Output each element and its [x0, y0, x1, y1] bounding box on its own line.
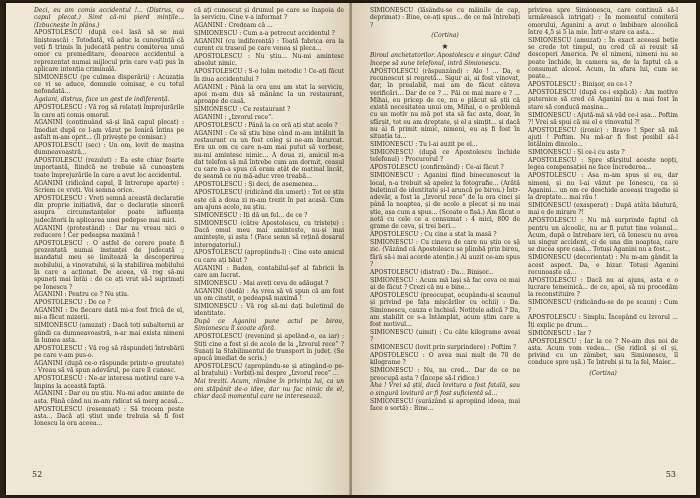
- paragraph: APOSTOLESCU : Nu mă surprinde faptul că pentru un alcoolic, nu ar fi putut ține volanul... Acum, după o întrebare ieri, că Ionescu nu avea un singur accident, ci de una din noaptea, care se ducea spre casă... Totuși Aganini nu a fost...: [528, 217, 678, 254]
- paragraph: SIMIONESCU : Și ce-i cu asta ?: [528, 149, 625, 157]
- paragraph: SIMIONESCU (după ce Apostolescu închide telefonul) : Procurorul ?: [370, 149, 520, 164]
- paragraph: SIMIONESCU (decorientat) : Nu m-am gândit la acest aspect. Da, e bizar. Totuși Aganini recunoaște că...: [528, 254, 678, 276]
- paragraph: SIMIONESCU : Iți dă un fel... de ce ?: [194, 211, 308, 219]
- paragraph: APOSTOLESCU (revenind și apelând-o, ea iar) : Știți cine a fost și de acolo de la „Izvorul rece” ? Sunați la Stabilimentul de transport în județ. (Se apucă imediat de scris.): [194, 333, 344, 363]
- paragraph: SIMIONESCU : Nu, nu cred... Dar de ce ne preocupă asta ? (Începe să-l ridice.): [370, 367, 520, 382]
- paragraph: SIMIONESCU : Tu l-ai auzit pe el...: [370, 141, 478, 149]
- paragraph: SIMIONESCU (uimit) : Cu câte kilograme aveai ?: [370, 329, 520, 344]
- section-star: ★: [441, 42, 449, 52]
- paragraph: AGANINI : „Izvorul rece”.: [194, 113, 274, 121]
- paragraph: APOSTOLESCU (resemnat) : Să trecem peste asta... Dacă ați știut unde trebuia să fi fost Ionescu la ora aceea...: [34, 405, 184, 428]
- page-number-right: 53: [665, 470, 676, 479]
- paragraph: SIMIONESCU (către Apostolescu, cu tristețe) : Dacă omul meu mai amintește, nu-și mai amintește, și asta ! (Face semn să rețină dosarul interogatoriul.): [194, 219, 344, 249]
- book-spread: [6, 3, 696, 495]
- paragraph: APOSTOLESCU (după ce-i explică) : Am motive puternice să cred că Aganini nu a mai fost în stare să conducă mașina...: [528, 89, 678, 111]
- left-page-column-2: [194, 7, 344, 445]
- paragraph: AGANINI (dedă) : Aș vrea să vă spun că am fost un om cinstit, o pedeapsă maximă !: [194, 287, 344, 302]
- paragraph: APOSTOLESCU : Asa m-am spus și eu, dar nimeni, și nu l-ai văzut pe Ionescu, ca și Aganini... un om ce deschide aceeași tragedie și la dreptate... mai rău !: [528, 172, 678, 202]
- paragraph: SIMIONESCU : Ce restaurant ?: [194, 106, 291, 114]
- paragraph: AGANINI (protestând) : Dar nu vreau nici o reducere ! Cer pedeapsa maximă !: [34, 224, 184, 239]
- paragraph: APOSTOLESCU : Până la ce oră ați stat acolo ?: [194, 121, 338, 129]
- paragraph: SIMIONESCU (lăsându-se cu mâinile de cap, deprimat) : Bine, ce-ați spus... de ce mă întrebați ?: [370, 7, 520, 29]
- left-page: [6, 3, 350, 495]
- paragraph: APOSTOLESCU (după ce-l lasă să se mai liniștească) : Totodată, vă aduc la cunoștință că veți fi trimis în judecată pentru comiterea unui omor cu premeditare, deoarece accidentul a reprezentat numai mijlocul prin care v-ați pus în aplicare intenția criminală.: [34, 29, 184, 73]
- paragraph: AGANINI : Credeam că ...: [194, 22, 273, 30]
- paragraph: APOSTOLESCU : Iar la ce ? Ne-am dus noi de asta. Acum vom vedea... (Se ridică și el și, privind cu un zâmbet, sau Simionescu, îl conduce spre ușă.) Te întrebi și tu la fel, Maier...: [528, 337, 678, 367]
- paragraph: APOSTOLESCU (ridicând din umeri) : Tot ce știu este că a doua zi m-am trezit în pat acasă. Cum am ajuns acolo, nu știu.: [194, 189, 344, 211]
- paragraph: APOSTOLESCU : Și deci, de asemenea...: [194, 181, 319, 189]
- paragraph: AGANINI : Pentru ce ? Nu știu.: [34, 291, 129, 299]
- paragraph: SIMIONESCU : Cum a-a petrecut accidentul ?: [194, 30, 335, 38]
- paragraph: Mai treziți. Acum, rămâne în privința lui, ca un om stăpânit de-o idee, dar nu fac nimic de el, chiar dacă momentul care ne interesează.: [194, 378, 344, 400]
- paragraph: SIMIONESCU : Aganini fiind binecunoscut la local, n-a trebuit să apelez la fotografie... (Arătă buletinul de identitate și-l aruncă pe birou.) Într-adevăr, a fost la „Izvorul rece” de la ora cinci și până la noaptea, și de acolo a plecat și nu mai știe, așa cum a spus... (Scoate o fișă.) Am făcut o notă cu cele ce a consumat : 4 mici, 800 de grame de ceva, și trei beri...: [370, 172, 520, 231]
- paragraph: APOSTOLESCU : Dacă nu ai ajuns, asta e o lucrare temeinică... de ce, apoi, să nu procedăm la reconstituire ?: [528, 276, 678, 299]
- paragraph: APOSTOLESCU : Vă rog să relatați împrejurările în care ați comis omorul.: [34, 104, 184, 119]
- paragraph: APOSTOLESCU (sec) : Un om, lovit de mașina dumneavoastră...: [34, 141, 184, 157]
- paragraph: APOSTOLESCU (răspunzând) : Alo ! ... Da, e recunoscut și regretă... Sigur ai, ai fost vinovat, dar, în prealabil, mai am de făcut câteva verificări... Dar de ce ? ... Păi ce mai mare e ? ... Mihai, eu pricep de ce, nu e plăcut să știi că există necesitatea unui om, Mihai, e o problemă cu un motiv nu mă pot sta să fac asta, doar, în sfârșit, tot eu am dreptate, și el a simțit... și dacă nu ai fi primit nimic, nimeni, eu aș fi fost în situația ta...: [370, 67, 520, 141]
- paragraph: APOSTOLESCU : Cu cine a stat la masă ?: [370, 231, 497, 239]
- paragraph: AGANINI (după ce-o răspunde printr-o greutate) : Vreau să vă spun adevărul, pe care îl cunosc.: [34, 360, 184, 375]
- paragraph: APOSTOLESCU : Vreți semnă această declarație din proprie inițiativă, dar o declarație sinceră asupra circumstanțelor poate influența judecătorii în aplicarea unei pedepse mai mici.: [34, 194, 184, 224]
- paragraph: Deci, eu am comis accidentul !... (Distrus, cu capul plecat.) Simt că-mi pierd mințile... (Izbucnește în plâns.): [34, 7, 184, 29]
- paragraph: APOSTOLESCU : O astfel de cerere poate fi prezentată numai instanței de judecată ; mandatul meu se limitează la descoperirea mobilului, a vinovatului, și la stabilirea mobilului în care a acționat. De aceea, vă rog să-mi spuneți mai întâi : de ce ați vrut să-l suprimați pe Ionescu ?: [34, 239, 184, 291]
- paragraph: APOSTOLESCU (apropiindu-se și atingând-o pe-al brațului) : Vorbiți-mi despre „Izvorul rece” ...: [194, 363, 344, 378]
- paragraph: SIMIONESCU : Cu cineva de care nu știu ce să zic. (Văzând că Apostolescu se plimbă prin birou, fără să-i mai acorde atenție.) Ai auzit ce-am spus ?: [370, 239, 520, 268]
- paragraph: APOSTOLESCU (distrat) : Da... Binișor...: [370, 268, 494, 276]
- paragraph: APOSTOLESCU : S-o luăm metodic ! Ce-ați făcut în ziua accidentului ?: [194, 68, 344, 83]
- paragraph: Biroul anchetatorilor. Apostolescu e singur. Când începe să sune telefonul, intră Simionescu.: [370, 52, 520, 67]
- paragraph: APOSTOLESCU : Vă rog să răspundeți întrebării pe care v-am pus-o.: [34, 344, 184, 360]
- stage-direction-curtain: (Cortina): [431, 31, 459, 39]
- paragraph: AGANINI : Ce să știu bine când m-am intâlnit în restaurant cu un fost coleg și ne-am încurcat. Era un om cu care n-am mai putut să vorbesc, nu-mi amintesc nimic... A doua zi, amicul m-a dat telefon să mă întrebe cum am dormit, ceasul cu care m-a spus că eram atât de matinal încât, de seamă ce nu mă-aduc vreo treabă...: [194, 129, 344, 181]
- paragraph: APOSTOLESCU (apropiindu-l) : Cine este amicul cu care ați băut ?: [194, 249, 344, 264]
- page-number-left: 52: [32, 470, 43, 479]
- paragraph: APOSTOLESCU : Nu știu... Nu-mi amintesc absolut nimic.: [194, 53, 344, 68]
- paragraph: SIMIONESCU : Ajută-mă să văd ce-i așa... Poftim ?! Vrei să spui că nu el e vinovatul ?!: [528, 111, 678, 126]
- paragraph: SIMIONESCU (lovit prin surprindere) : Poftim ?: [370, 344, 517, 352]
- paragraph: AGANINI : Dar eu nu știu. Nu-mi aduc aminte de asta. Până când nu m-am ridicat să merg acasă...: [34, 390, 184, 405]
- paragraph: SIMIONESCU (ridicându-se de pe scaun) : Cum ?: [528, 299, 678, 314]
- paragraph: SIMIONESCU (amuzat) : În exact aceeași beție se crede tot timpul, nu cred că ai reușit să descoperi America. Pe el nimeni, nimeni nu se poate închide, în camera sa, de la faptul că a consumat alcool. Acum, în afara lui, cum se poate...: [528, 36, 678, 81]
- paragraph: AGANINI (ridicând capul, îl întrerupe aparte) : Scriem ce vreți. Voi semna orice.: [34, 179, 184, 194]
- paragraph: AGANINI : Până la ora unu am stat la serviciu, apoi m-am dus să mănânc la un restaurant, aproape de casă.: [194, 83, 344, 106]
- paragraph: Aha ! Vrei să știi, dacă lovitura a fost fatală, sau o singură lovitură ar fi fost suficientă să...: [370, 382, 520, 397]
- paragraph: că ați cunoscut și drumul pe care se înapoia de la serviciu. Cine v-a informat ?: [194, 7, 344, 22]
- right-page-column-1: [370, 7, 520, 445]
- paragraph: SIMIONESCU : Mai aveți ceva de adăugat ?: [194, 279, 329, 287]
- paragraph: APOSTOLESCU : Spre sfârșitul aceste nopți, legea compensației ne face încrederea...: [528, 157, 678, 172]
- paragraph: AGANINI : De fiecare dată mi-a fost frică de el, mi-a făcut mizerii.: [34, 307, 184, 322]
- right-page-column-2: [528, 7, 678, 445]
- stage-direction-curtain: (Cortina): [589, 369, 617, 377]
- paragraph: APOSTOLESCU : O avea mai mult de 70 de kilograme ?: [370, 352, 520, 367]
- paragraph: Agaiani, distrus, face un gest de indiferență.: [34, 96, 170, 104]
- paragraph: AGANINI : Baden, contabilul-șef al fabricii în care am lucrat.: [194, 264, 344, 279]
- paragraph: După ce Aganini pune actul pe birou, Simionescu îl scoate afară.: [194, 318, 344, 333]
- paragraph: SIMIONESCU : Vă rog să-mi dați buletinul de identitate.: [194, 302, 344, 318]
- paragraph: APOSTOLESCU : De ce ?: [34, 299, 111, 307]
- paragraph: AGANINI (cu indiferență) : Toată fabrica era la curent cu traseul pe care venea și pleca...: [194, 37, 344, 53]
- paragraph: SIMIONESCU (pe culmea disperării) : Acuzația ce vi se aduce, domnule comisar, e cu totul nefondată...: [34, 73, 184, 96]
- paragraph: SIMIONESCU : Acum mă lași să fac ceva ce mai ai de făcut ? Crezi că nu e bine...: [370, 276, 520, 292]
- paragraph: SIMIONESCU : Iar ?: [528, 329, 592, 337]
- right-page: [352, 3, 696, 495]
- paragraph: APOSTOLESCU : Ne-ar interesa motivul care v-a împins la această faptă.: [34, 375, 184, 390]
- paragraph: APOSTOLESCU (preocupat, ocupându-și scaunul și privind pe fața mișcărilor cu ochii) : Da. Simionescu, cauza e închisă. Notițele adică ? Da, am stabilit ce s-a întâmplat, acum știm care a fost motivul...: [370, 291, 520, 329]
- paragraph: SIMIONESCU (exasperat) : După atâta băutură, mai e de mirare ?!: [528, 202, 678, 217]
- paragraph: SIMIONESCU (surâzând și apropiind ideea, mai face o sortă) : Bine...: [370, 397, 520, 412]
- left-page-column-1: [34, 7, 184, 445]
- paragraph: AGANINI (continuând să-și lină capul plecat) : Imediat după ce l-am văzut pe Ionică întins pe asfalt m-am oprit... (Îl privește pe comisar.): [34, 119, 184, 142]
- paragraph: APOSTOLESCU : Binișor, ea ce-i ?: [528, 81, 633, 89]
- paragraph: APOSTOLESCU (confirmând) : Ce-ai făcut ?: [370, 164, 504, 172]
- paragraph: APOSTOLESCU : Simplu. Începând cu Izvorul ... Îți explic pe drum...: [528, 314, 678, 329]
- paragraph: privirea spre Simionescu, care continuă să-l urmărească intrigat) : În momentul comiterii omorului, Aganini a avut o îmbibare alcoolică între 4,5 și 5 la mie. Într-o stare ca asta...: [528, 7, 678, 36]
- paragraph: APOSTOLESCU (ironic) : Bravo ! Sper să mă ajuți ! Poftim. Nu mă-ar fi fost posibil să-l întâlnim dincolo...: [528, 126, 678, 149]
- paragraph: APOSTOLESCU (rezolut) : Ea este chiar foarte importantă, fiindcă ne trebuie să cunoaștem toate împrejurările în care a avut loc accidentul.: [34, 157, 184, 179]
- paragraph: SIMIONESCU (amuzat) : Dacă toți subalternii ar gândi ca dumneavoastră, n-ar mai exista nimeni în lumea asta.: [34, 322, 184, 344]
